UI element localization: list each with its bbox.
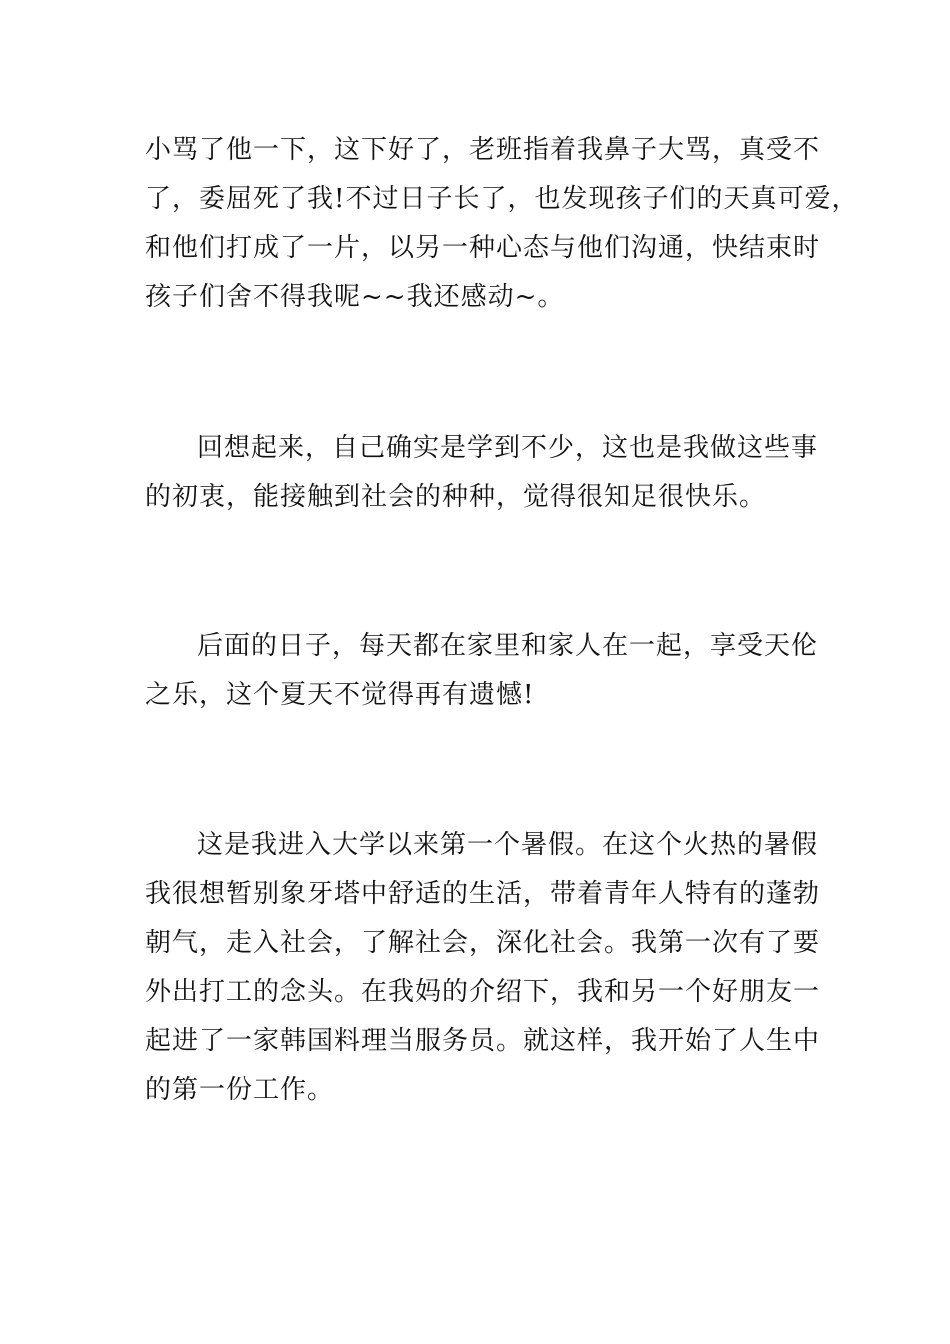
paragraph-1 bbox=[145, 126, 859, 322]
text-line: 回想起来，自己确实是学到不少，这也是我做这些事 bbox=[197, 433, 819, 463]
paragraph-4 bbox=[145, 821, 825, 1115]
text-line: 这是我进入大学以来第一个暑假。在这个火热的暑假 bbox=[197, 830, 819, 860]
text-line: 小骂了他一下，这下好了，老班指着我鼻子大骂，真受不 bbox=[145, 135, 821, 165]
text-line: 的第一份工作。 bbox=[145, 1075, 335, 1105]
text-line: 外出打工的念头。在我妈的介绍下，我和另一个好朋友一 bbox=[145, 977, 821, 1007]
paragraph-3 bbox=[145, 622, 825, 720]
text-line: 了，委屈死了我!不过日子长了，也发现孩子们的天真可爱， bbox=[145, 184, 859, 214]
text-line: 我很想暂别象牙塔中舒适的生活，带着青年人特有的蓬勃 bbox=[145, 879, 821, 909]
text-line: 起进了一家韩国料理当服务员。就这样，我开始了人生中 bbox=[145, 1026, 821, 1056]
text-line: 的初衷，能接触到社会的种种，觉得很知足很快乐。 bbox=[145, 482, 767, 512]
text-line: 和他们打成了一片，以另一种心态与他们沟通，快结束时 bbox=[145, 233, 821, 263]
text-line: 朝气，走入社会，了解社会，深化社会。我第一次有了要 bbox=[145, 928, 821, 958]
paragraph-2 bbox=[145, 424, 825, 522]
text-line: 之乐，这个夏天不觉得再有遗憾! bbox=[145, 680, 535, 710]
text-line: 后面的日子，每天都在家里和家人在一起，享受天伦 bbox=[197, 631, 819, 661]
text-line: 孩子们舍不得我呢~~我还感动~。 bbox=[145, 282, 565, 312]
